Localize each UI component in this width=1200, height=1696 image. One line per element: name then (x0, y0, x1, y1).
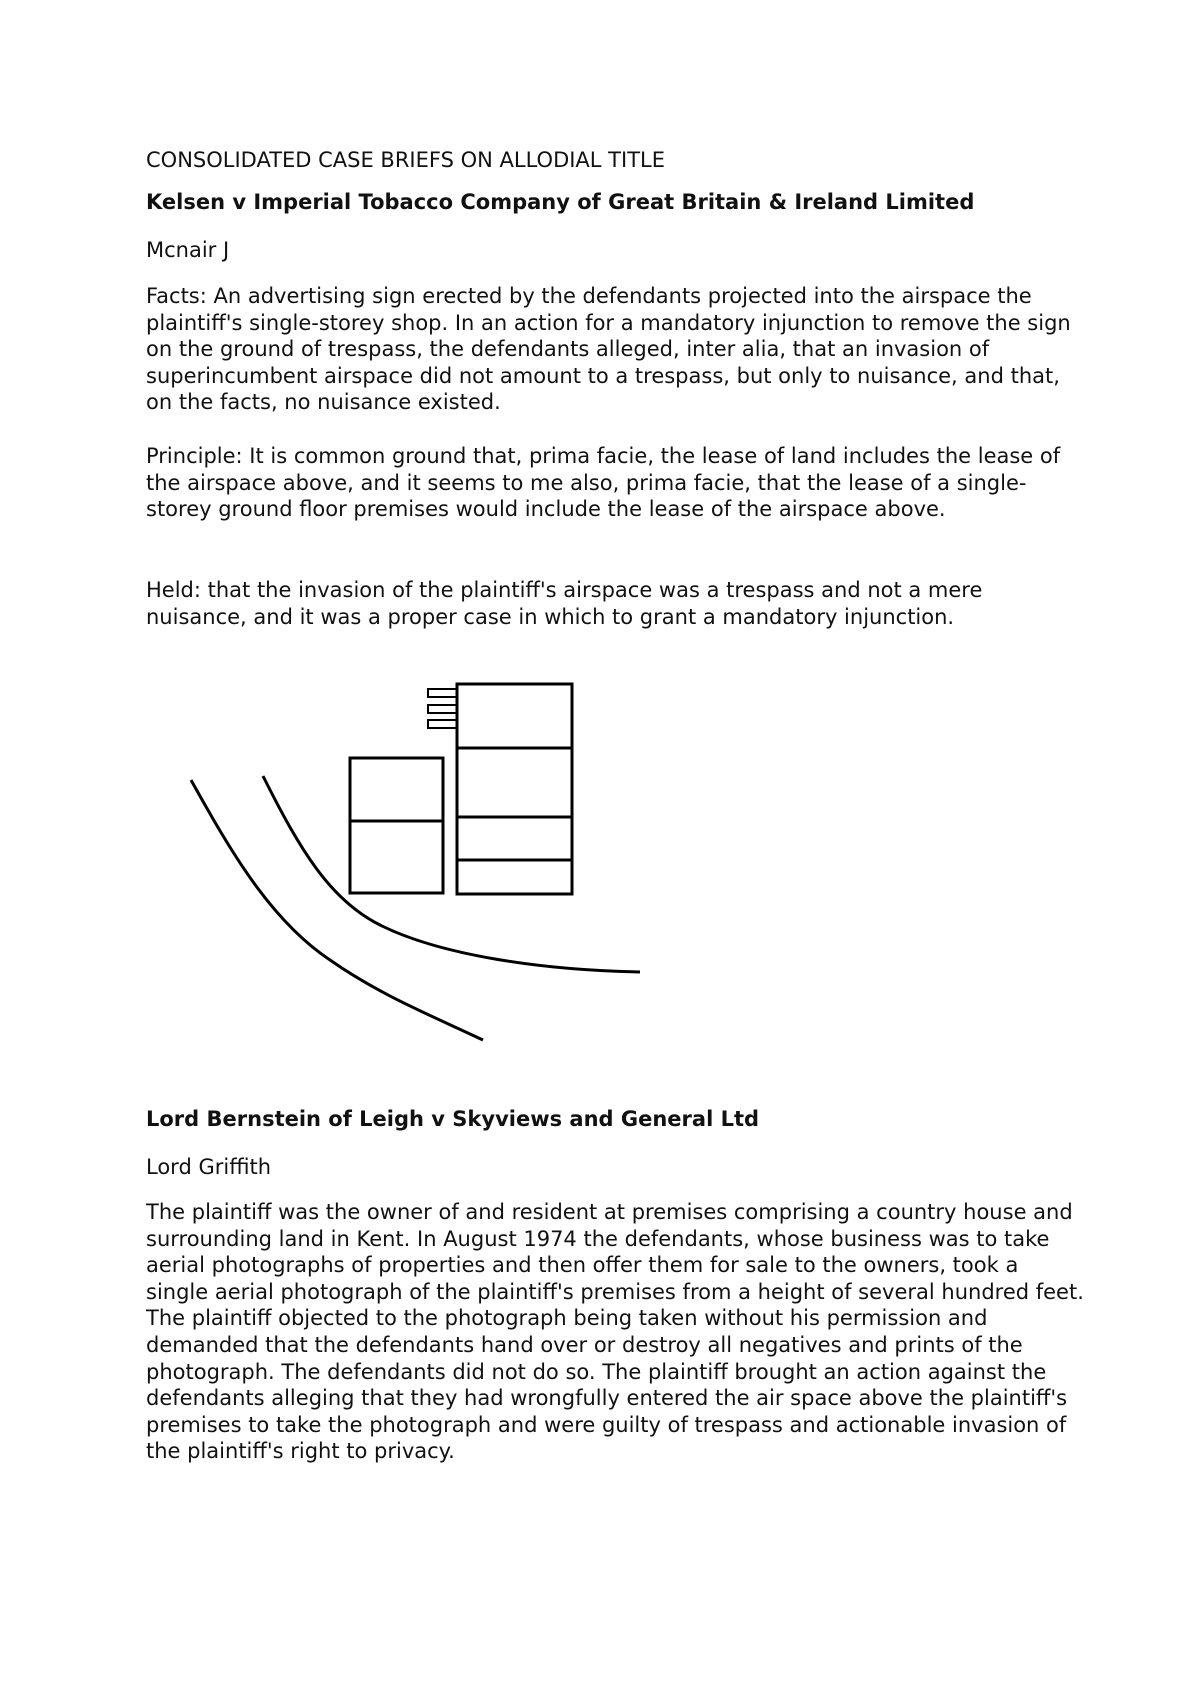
case2-judge: Lord Griffith (146, 1155, 272, 1179)
document-title: CONSOLIDATED CASE BRIEFS ON ALLODIAL TITLE (146, 148, 665, 172)
sign-bar-1 (428, 689, 457, 697)
advertising-sign (428, 689, 457, 728)
shop-building (350, 758, 443, 893)
case2-body: The plaintiff was the owner of and resident at premises comprising a country house and surrounding land in Kent. In August 1974 the defendants, whose business was to take aerial photographs of properties and then offer them for sale to the owners, took a single aerial photograph of the plaintiff's premises from a height of several hundred feet. The plaintiff objected to the photograph being taken without his permission and demanded that the defendants hand over or destroy all negatives and prints of the photograph. The defendants did not do so. The plaintiff brought an action against the defendants alleging that they had wrongfully entered the air space above the plaintiff's premises to take the photograph and were guilty of trespass and actionable invasion of the plaintiff's right to privacy. (146, 1200, 1084, 1464)
case1-heading: Kelsen v Imperial Tobacco Company of Great Britain & Ireland Limited (146, 190, 975, 214)
case1-held: Held: that the invasion of the plaintiff's airspace was a trespass and not a mere nuisance, and it was a proper case in which to grant a mandatory injunction. (146, 578, 983, 629)
road-inner-curve (263, 776, 640, 972)
sign-bar-2 (428, 705, 457, 713)
tall-building (457, 684, 572, 894)
sign-bar-3 (428, 720, 457, 728)
road-outer-curve (191, 780, 483, 1040)
case2-heading: Lord Bernstein of Leigh v Skyviews and General Ltd (146, 1107, 760, 1131)
case1-facts: Facts: An advertising sign erected by the defendants projected into the airspace the plaintiff's single-storey shop. In an action for a mandatory injunction to remove the sign on the ground of trespass, the defendants alleged, inter alia, that an invasion of superincumbent airspace did not amount to a trespass, but only to nuisance, and that, on the facts, no nuisance existed. (146, 284, 1071, 415)
case1-principle: Principle: It is common ground that, prima facie, the lease of land includes the lease of the airspace above, and it seems to me also, prima facie, that the lease of a single-storey ground floor premises would include the lease of the airspace above. (146, 444, 1061, 522)
case1-judge: Mcnair J (146, 238, 230, 262)
